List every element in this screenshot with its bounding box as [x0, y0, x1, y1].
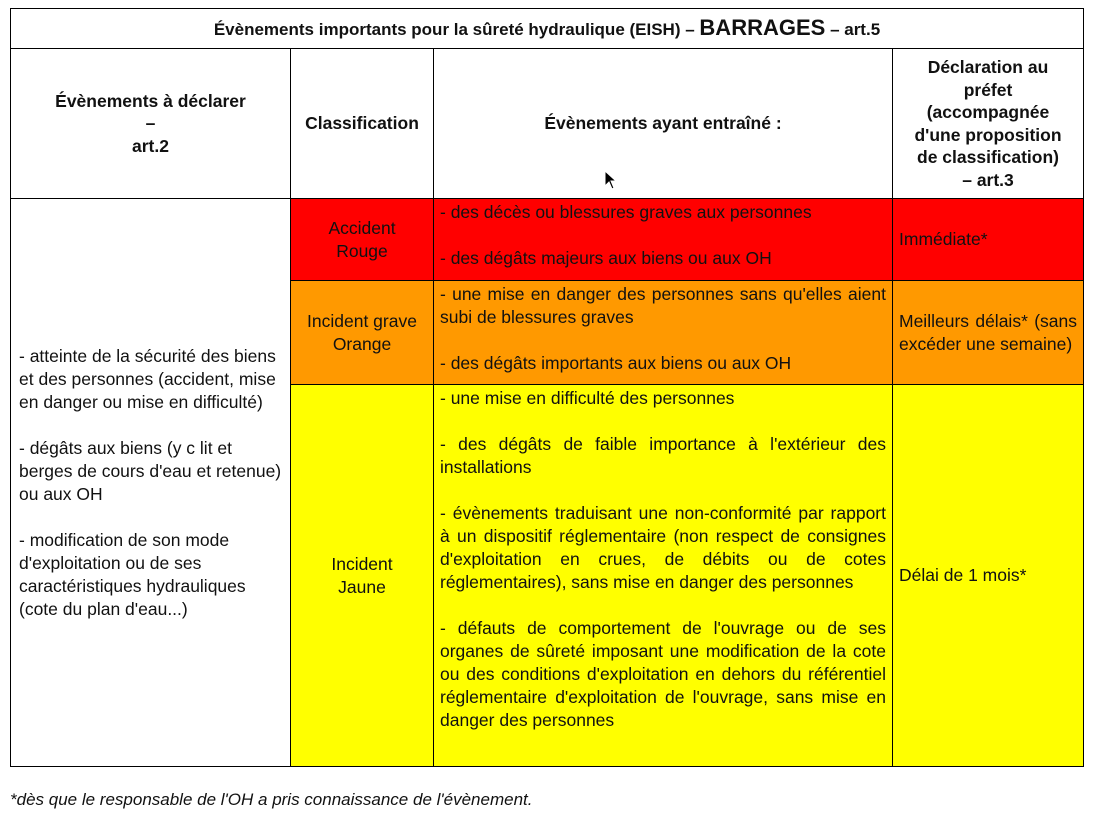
list-item: - évènements traduisant une non-conformité par rapport à un dispositif réglementaire (non respect de consignes d'exploitation en crues, de débits ou de cotes réglementaires), sans mise en danger des personnes — [440, 503, 886, 592]
list-item: - une mise en difficulté des personnes — [440, 388, 735, 408]
events-orange — [434, 281, 893, 385]
header-evenements-ayant-entraine: Évènements ayant entraîné : — [434, 49, 893, 199]
list-item: - modification de son mode d'exploitation ou de ses caractéristiques hydrauliques (cote du plan d'eau...) — [19, 529, 246, 619]
declaration-jaune: Délai de 1 mois* — [893, 385, 1084, 767]
table-title — [11, 9, 1084, 49]
events-to-declare-cell — [11, 199, 291, 767]
classification-jaune: Incident Jaune — [291, 385, 434, 767]
declaration-orange: Meilleurs délais* (sans excéder une semaine) — [893, 281, 1084, 385]
list-item: - défauts de comportement de l'ouvrage ou de ses organes de sûreté imposant une modification de la cote ou des conditions d'exploitation en dehors du référentiel réglementaire d'exploitation de l'ouvrage, sans mise en danger des personnes — [440, 618, 886, 730]
list-item: - des dégâts importants aux biens ou aux OH — [440, 353, 792, 373]
table-row-rouge — [11, 199, 1084, 281]
classification-rouge: Accident Rouge — [291, 199, 434, 281]
header-declaration-prefet: Déclaration au préfet (accompagnée d'une proposition de classification) – art.3 — [893, 49, 1084, 199]
title-barrages: BARRAGES — [699, 15, 826, 40]
title-suffix: – art.5 — [830, 20, 881, 39]
title-prefix: Évènements importants pour la sûreté hydraulique (EISH) – — [213, 20, 695, 39]
declaration-rouge: Immédiate* — [893, 199, 1084, 281]
list-item: - des dégâts de faible importance à l'extérieur des installations — [440, 434, 886, 477]
list-item: - des dégâts majeurs aux biens ou aux OH — [440, 248, 772, 268]
mouse-pointer-icon — [604, 170, 618, 190]
list-item: - dégâts aux biens (y c lit et berges de cours d'eau et retenue) ou aux OH — [19, 437, 282, 504]
events-jaune — [434, 385, 893, 767]
header-evenements-a-declarer: Évènements à déclarer – art.2 — [11, 49, 291, 199]
list-item: - des décès ou blessures graves aux personnes — [440, 202, 812, 222]
eish-table — [10, 8, 1084, 767]
footnote: *dès que le responsable de l'OH a pris connaissance de l'évènement. — [10, 790, 533, 809]
list-item: - atteinte de la sécurité des biens et des personnes (accident, mise en danger ou mise en difficulté) — [19, 345, 276, 412]
header-classification: Classification — [291, 49, 434, 199]
list-item: - une mise en danger des personnes sans qu'elles aient subi de blessures graves — [440, 284, 886, 327]
events-rouge — [434, 199, 893, 281]
classification-orange: Incident grave Orange — [291, 281, 434, 385]
